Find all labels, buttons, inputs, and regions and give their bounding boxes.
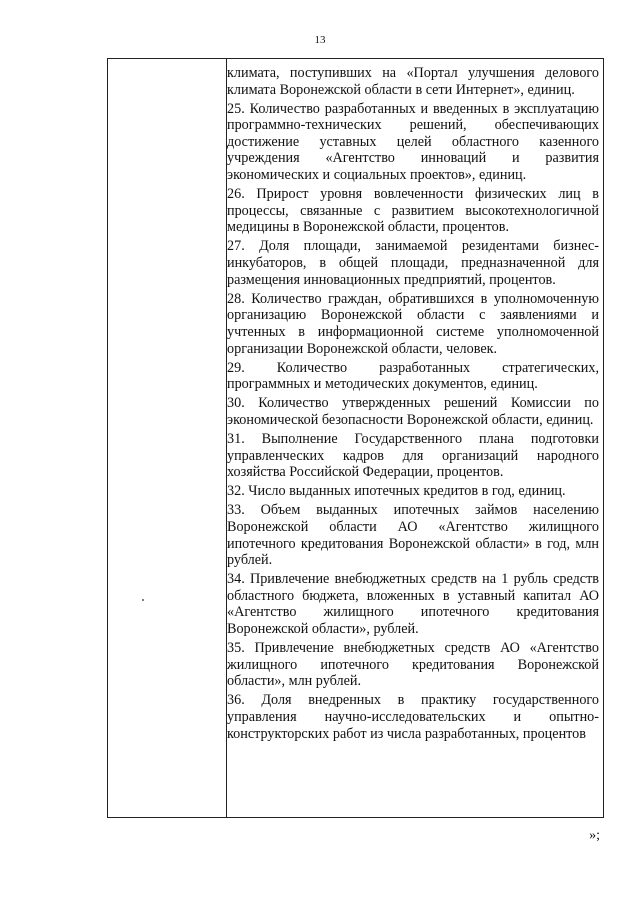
indicator-item-35: 35. Привлечение внебюджетных средств АО «Агентство жилищного ипотечного кредитования Воронежской области», млн рублей. xyxy=(227,640,599,690)
page-number: 13 xyxy=(314,34,326,46)
indicator-item-25: 25. Количество разработанных и введенных в эксплуатацию программно-технических решений, обеспечивающих достижение уставных целей областного казенного учреждения «Агентство инноваций и развития экономических и социальных проектов», единиц. xyxy=(227,100,599,184)
table-left-column xyxy=(108,59,227,817)
indicator-item-32: 32. Число выданных ипотечных кредитов в год, единиц. xyxy=(227,483,566,500)
indicator-item-31: 31. Выполнение Государственного плана подготовки управленческих кадров для организаций народного хозяйства Российской Федерации, процентов. xyxy=(227,430,599,481)
indicator-item-28: 28. Количество граждан, обратившихся в уполномоченную организацию Воронежской области с заявлениями и учтенных в информационной системе уполномоченной организации Воронежской области, человек. xyxy=(227,290,599,357)
indicator-item-30: 30. Количество утвержденных решений Комиссии по экономической безопасности Воронежской области, единиц. xyxy=(227,395,599,428)
continued-item-text: климата, поступивших на «Портал улучшения делового климата Воронежской области в сети Интернет», единиц. xyxy=(227,65,599,98)
indicator-item-36: 36. Доля внедренных в практику государственного управления научно-исследовательских и опытно-конструкторских работ из числа разработанных, процентов xyxy=(227,692,599,742)
indicator-item-34: 34. Привлечение внебюджетных средств на 1 рубль средств областного бюджета, вложенных в уставный капитал АО «Агентство жилищного ипотечного кредитования Воронежской области», рублей. xyxy=(227,571,599,637)
indicator-item-33: 33. Объем выданных ипотечных займов населению Воронежской области АО «Агентство жилищного ипотечного кредитования Воронежской области» в год, млн рублей. xyxy=(227,502,599,569)
table-right-column xyxy=(227,65,599,745)
closing-quote-mark: »; xyxy=(589,828,600,843)
indicator-item-26: 26. Прирост уровня вовлеченности физических лиц в процессы, связанные с развитием высокотехнологичной медицины в Воронежской области, процентов. xyxy=(227,186,599,236)
indicator-table xyxy=(107,58,604,818)
indicator-item-29: 29. Количество разработанных стратегических, программных и методических документов, единиц. xyxy=(227,359,599,393)
scan-speck xyxy=(142,599,144,601)
indicator-item-27: 27. Доля площади, занимаемой резидентами бизнес-инкубаторов, в общей площади, предназначенной для размещения инновационных предприятий, процентов. xyxy=(227,238,599,288)
